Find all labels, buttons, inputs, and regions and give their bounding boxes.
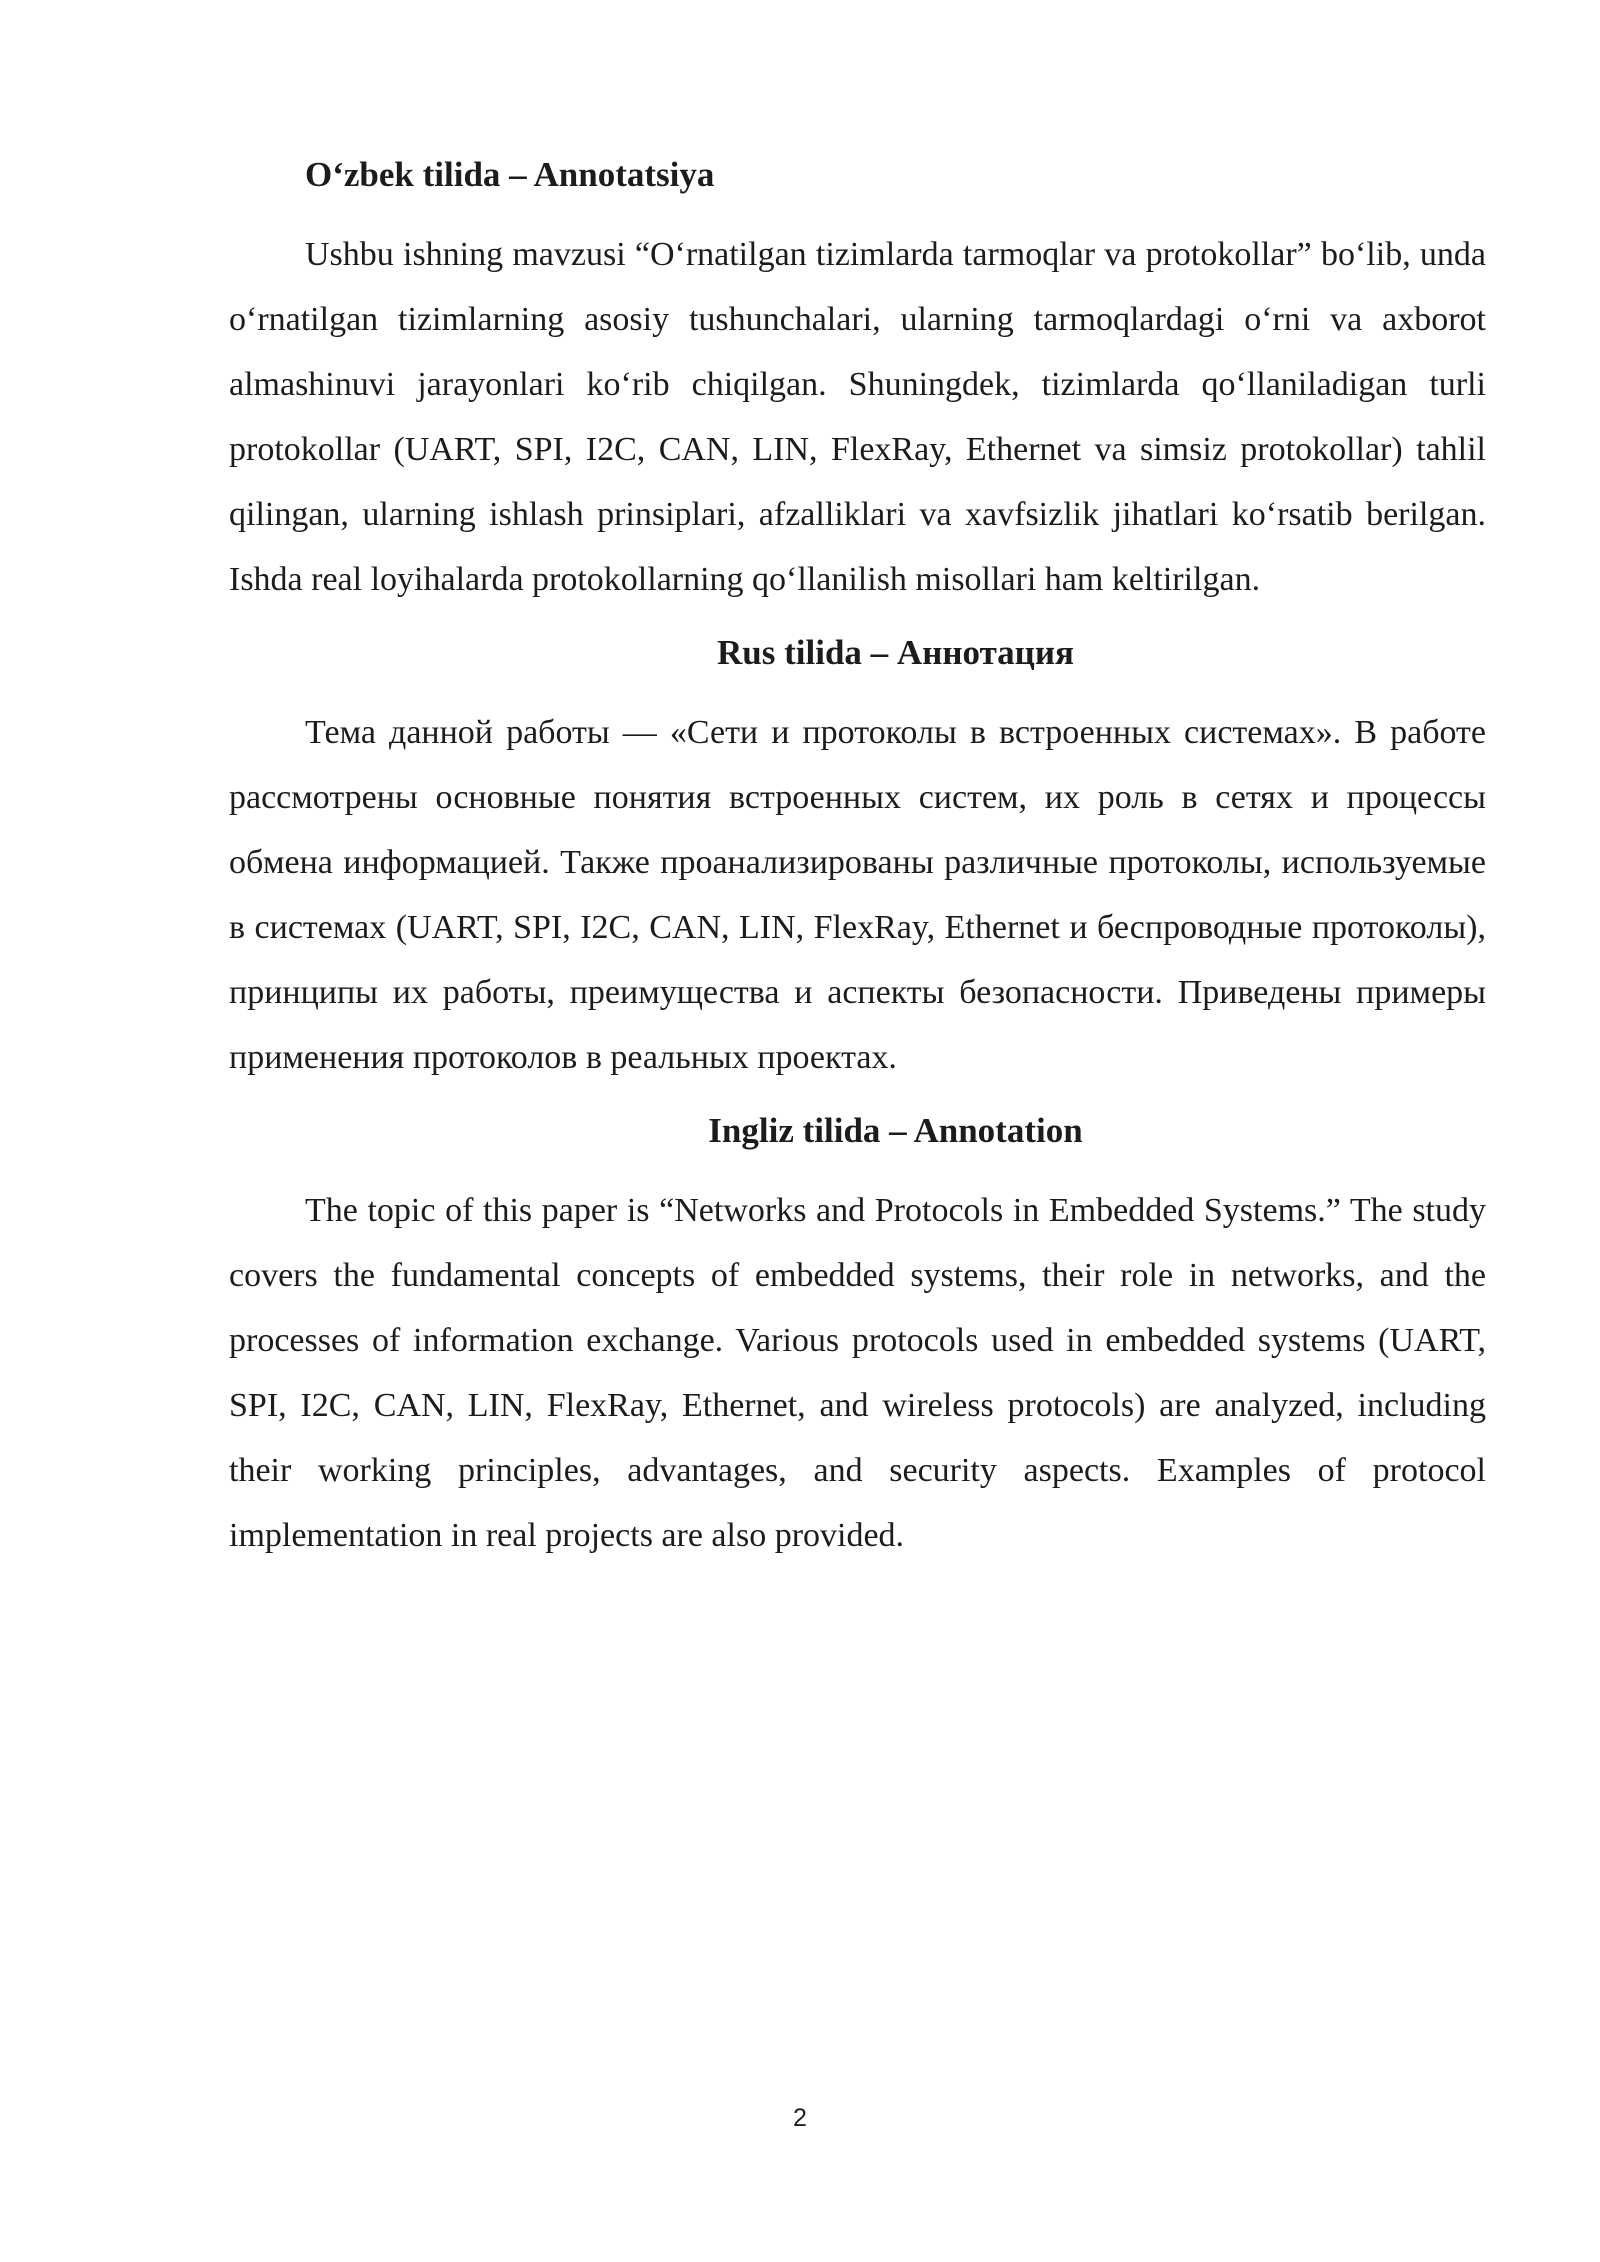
page-content (229, 150, 1486, 1568)
spacer (229, 678, 1486, 700)
page-number: 2 (793, 2104, 807, 2132)
section-body-uzbek: Ushbu ishning mavzusi “O‘rnatilgan tizimlarda tarmoqlar va protokollar” bo‘lib, unda o‘rnatilgan tizimlarning asosiy tushunchalari, ularning tarmoqlardagi o‘rni va axborot almashinuvi jarayonlari ko‘rib chiqilgan. Shuningdek, tizimlarda qo‘llaniladigan turli protokollar (UART, SPI, I2C, CAN, LIN, FlexRay, Ethernet va simsiz protokollar) tahlil qilingan, ularning ishlash prinsiplari, afzalliklari va xavfsizlik jihatlari ko‘rsatib berilgan. Ishda real loyihalarda protokollarning qo‘llanilish misollari ham keltirilgan. (229, 236, 1486, 598)
section-heading-english: Ingliz tilida – Annotation (708, 1111, 1083, 1150)
section-heading-uzbek: O‘zbek tilida – Annotatsiya (305, 155, 715, 194)
section-body-english: The topic of this paper is “Networks and Protocols in Embedded Systems.” The study covers the fundamental concepts of embedded systems, their role in networks, and the processes of information exchange. Various protocols used in embedded systems (UART, SPI, I2C, CAN, LIN, FlexRay, Ethernet, and wireless protocols) are analyzed, including their working principles, advantages, and security aspects. Examples of protocol implementation in real projects are also provided. (229, 1192, 1486, 1554)
annotation-section-russian (229, 628, 1486, 1090)
spacer (229, 1156, 1486, 1178)
section-heading-russian: Rus tilida – Аннотация (717, 633, 1074, 672)
section-body-russian: Тема данной работы — «Сети и протоколы в встроенных системах». В работе рассмотрены основные понятия встроенных систем, их роль в сетях и процессы обмена информацией. Также проанализированы различные протоколы, используемые в системах (UART, SPI, I2C, CAN, LIN, FlexRay, Ethernet и беспроводные протоколы), принципы их работы, преимущества и аспекты безопасности. Приведены примеры применения протоколов в реальных проектах. (229, 714, 1486, 1076)
annotation-section-uzbek (229, 150, 1486, 612)
annotation-section-english (229, 1106, 1486, 1568)
spacer (229, 200, 1486, 222)
